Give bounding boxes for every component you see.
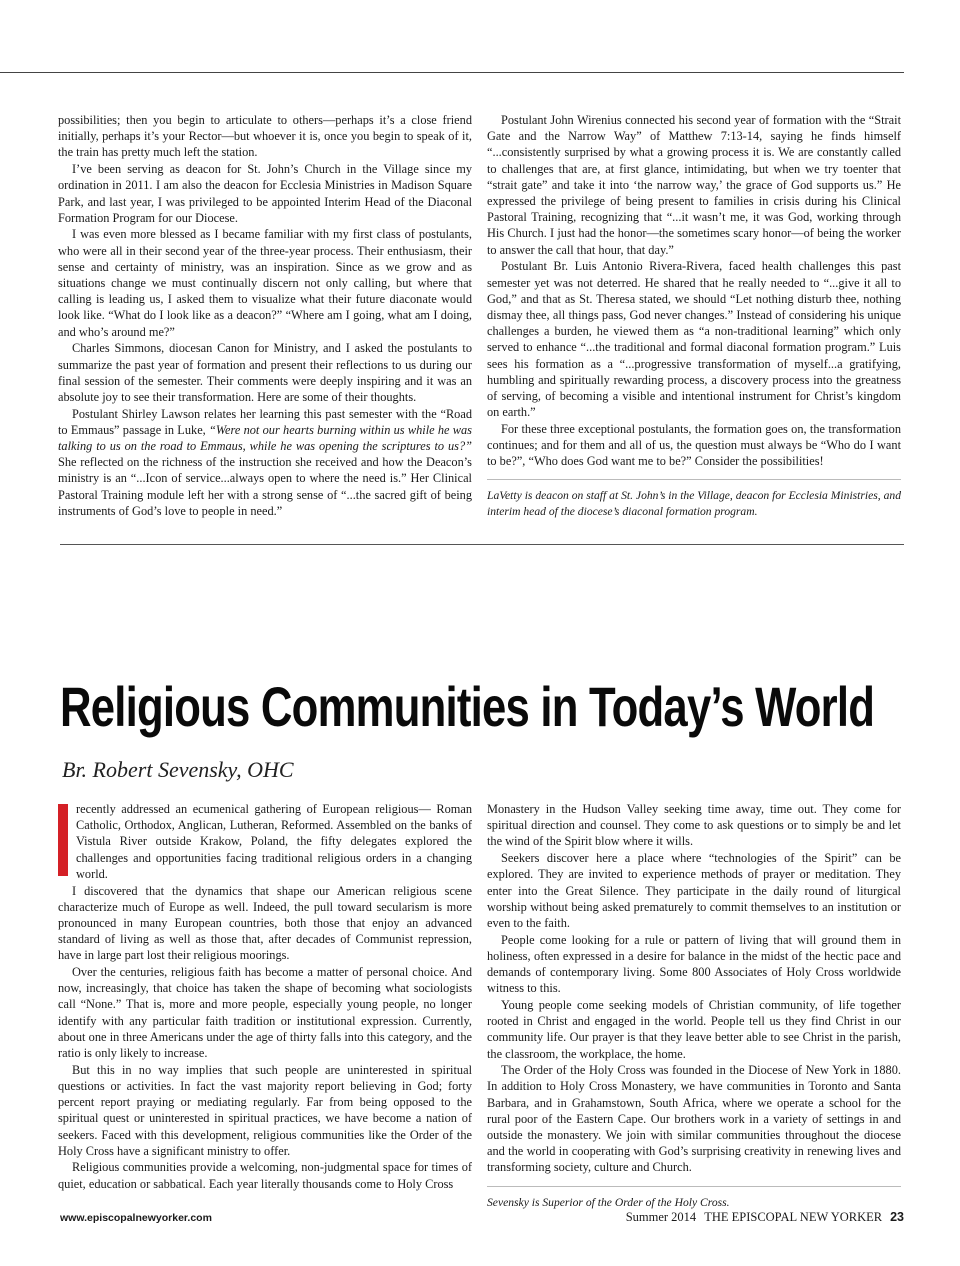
footer-folio	[626, 1210, 904, 1225]
paragraph: Religious communities provide a welcoming, non-judgmental space for times of quiet, education or sabbatical. Each year literally thousands come to Holy Cross	[58, 1160, 472, 1191]
author-bio: LaVetty is deacon on staff at St. John’s in the Village, deacon for Ecclesia Ministries, and interim head of the diocese’s diaconal formation program.	[487, 489, 901, 519]
paragraph: I was even more blessed as I became familiar with my first class of postulants, who were all in their second year of the three-year process. Their enthusiasm, their sense and certainty of ministry, was an inspiration. Since as we grow and as situations change we must continually discern not only calling, but where that calling is leading us, I asked them to visualize what their future diaconate would look like. “What do I look like as a deacon?” “Where am I going, what am I doing, and who’s around me?”	[58, 227, 472, 339]
paragraph: possibilities; then you begin to articulate to others—perhaps it’s a close friend initially, perhaps it’s your Rector—but whoever it is, once you begin to speak of it, the train has pretty much left the station.	[58, 113, 472, 160]
paragraph: Monastery in the Hudson Valley seeking time away, time out. They come for spiritual direction and counsel. They come to ask questions or to simply be and let the wind of the Spirit blow where it wills.	[487, 802, 901, 849]
page-footer	[60, 1212, 904, 1230]
paragraph: People come looking for a rule or pattern of living that will ground them in holiness, often expressed in a desire for balance in the midst of the hectic pace and demands of contemporary living. Some 800 Associates of Holy Cross worldwide witness to this.	[487, 932, 901, 996]
footer-issue: Summer 2014	[625, 1210, 697, 1224]
article1-left-column	[58, 112, 472, 519]
article2-left-column	[58, 801, 472, 1192]
scripture-quote: “Were not our hearts burning within us while he was talking to us on the road to Emmaus, while he was opening the scriptures to us?”	[58, 422, 472, 454]
page-number: 23	[890, 1210, 904, 1224]
article1-right-column	[487, 112, 901, 520]
paragraph: Postulant Br. Luis Antonio Rivera-Rivera, faced health challenges this past semester yet was not deterred. He shared that he really needed to “...give it all to God,” and that as St. Theresa stated, we should “Let nothing disturb thee, nothing dismay thee, all things pass, God never changes.” Instead of considering his unique challenges a burden, he viewed them as “a non-traditional learning” which only served to enhance “...the traditional and formal diaconal formation program.” Luis sees his formation as a “...progressive transformation of myself...a gratifying, humbling and spiritually rewarding process, a discovery process into the greatness of serving, of becoming a visible and intentional instrument for Christ’s kingdom on earth.”	[487, 259, 901, 420]
paragraph-shirley	[58, 406, 472, 519]
paragraph: The Order of the Holy Cross was founded in the Diocese of New York in 1880. In addition to Holy Cross Monastery, we have communities in Toronto and Santa Barbara, and in Grahamstown, South Africa, where we operate a school for the rural poor of the Eastern Cape. Our brothers work in a variety of settings in and outside the monastery. We join with similar communities throughout the diocese and the world in cooperating with God’s surprising creativity in renewing lives and transforming society, culture and Church.	[487, 1063, 901, 1175]
paragraph: Over the centuries, religious faith has become a matter of personal choice. And now, increasingly, that choice has taken the shape of becoming what sociologists call “None.” That is, more and more people, especially young people, no longer identify with any particular faith tradition or institutional expression. Currently, about one in three Americans under the age of thirty falls into this category, and the ratio is only likely to increase.	[58, 965, 472, 1061]
first-paragraph	[58, 801, 472, 882]
paragraph: But this in no way implies that such people are uninterested in spiritual questions or activities. In fact the vast majority report believing in God; forty percent report praying or mediating regularly. Far from being opposed to the spiritual quest or uninterested in spiritual practices, we have become a nation of seekers. Faced with this development, religious communities like the Order of the Holy Cross have a significant ministry to offer.	[58, 1062, 472, 1158]
dropcap	[58, 804, 68, 876]
shirley-text-a: Postulant Shirley Lawson relates her learning this past semester with the “Road to Emmaus” passage in Luke,	[58, 406, 472, 437]
shirley-text-b: She reflected on the richness of the instruction she received and how the Deacon’s ministry is an “...Icon of service...always open to where the need is.” Her Clinical Pastoral Training module left her with a strong sense of “...the sacred gift of being instruments of God’s love to people in need.”	[58, 455, 472, 518]
article-byline: Br. Robert Sevensky, OHC	[62, 757, 294, 782]
footer-publication: THE EPISCOPAL NEW YORKER	[704, 1210, 883, 1224]
article2-right-column	[487, 801, 901, 1211]
section-divider	[60, 544, 904, 545]
top-rule	[0, 72, 904, 73]
paragraph: Young people come seeking models of Christian community, of life together rooted in Christ and engaged in the world. People tell us they find Christ in our community life. Our prayer is that they leave better able to see Christ in the parish, the classroom, the workplace, the home.	[487, 997, 901, 1061]
dropcap-letter	[58, 804, 68, 820]
paragraph: Postulant John Wirenius connected his second year of formation with the “Strait Gate and the Narrow Way” of Matthew 7:13-14, saying he finds himself “...consistently surprised by what a growing process it is. We are constantly called to challenges that are, at first glance, intimidating, but when we try toenter that “strait gate” and take it into ‘the narrow way,’ the grace of God supports us.” He expressed the privilege of being present to families in crisis during his Clinical Pastoral Training, recognizing that “...it wasn’t me, it was God, working through His Church. I just had the honor—the sometimes scary honor—of being the worker to answer the call that hour, that day.”	[487, 113, 901, 257]
paragraph: I discovered that the dynamics that shape our American religious scene characterize much of Europe as well. Indeed, the pull toward secularism is more pronounced in many European countries, both those that enjoy an advanced standard of living as well as those that, after decades of Communist repression, have in large part lost their religious moorings.	[58, 883, 472, 963]
paragraph: I’ve been serving as deacon for St. John’s Church in the Village since my ordination in 2011. I am also the deacon for Ecclesia Ministries in Madison Square Park, and last year, I was privileged to be appointed Interim Head of the Diaconal Formation Program for our Diocese.	[58, 162, 472, 225]
first-paragraph-text: recently addressed an ecumenical gathering of European religious— Roman Catholic, Orthodox, Anglican, Lutheran, Reformed. Assembled on the banks of Vistula River outside Krakow, Poland, the fifty delegates explored the challenges and opportunities facing traditional religious orders in a changing world.	[76, 802, 472, 881]
author-bio: Sevensky is Superior of the Order of the Holy Cross.	[487, 1195, 730, 1209]
bio-divider	[487, 1186, 901, 1187]
article-headline: Religious Communities in Today’s World	[60, 675, 875, 738]
paragraph: Charles Simmons, diocesan Canon for Ministry, and I asked the postulants to summarize the past year of formation and present their reflections to us during our final session of the semester. Their comments were deeply inspiring and it was an absolute joy to see their transformation. Here are some of their thoughts.	[58, 341, 472, 404]
footer-website-link[interactable]: www.episcopalnewyorker.com	[60, 1212, 212, 1224]
bio-divider	[487, 479, 901, 480]
paragraph: For these three exceptional postulants, the formation goes on, the transformation continues; and for them and all of us, the question must always be “Who do I want to be?”, “Who does God want me to be?” Consider the possibilities!	[487, 421, 901, 469]
paragraph: Seekers discover here a place where “technologies of the Spirit” can be explored. They are invited to experience methods of prayer or meditation. They enter into the Great Silence. They participate in the daily round of liturgical worship without being asked prematurely to commit themselves to an institution or even to the faith.	[487, 851, 901, 930]
